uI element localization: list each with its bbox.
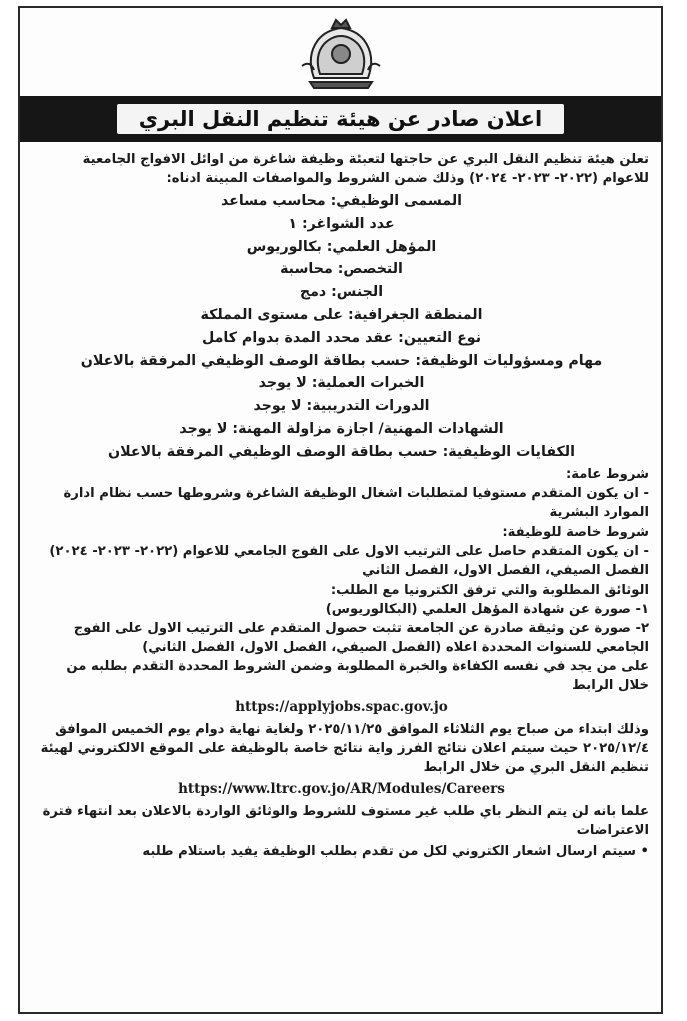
notification-bullet: • سيتم ارسال اشعار الكتروني لكل من تقدم بطلب الوظيفة يفيد باستلام طلبه — [142, 843, 649, 859]
job-details-list — [34, 190, 649, 464]
careers-link[interactable]: https://www.ltrc.gov.jo/AR/Modules/Careers — [178, 780, 505, 797]
job-detail-item: الخبرات العملية: لا يوجد — [258, 375, 425, 392]
job-detail-item: عدد الشواغر: ١ — [288, 215, 395, 232]
general-conditions-heading: شروط عامة: — [565, 466, 649, 482]
documents-heading: الوثائق المطلوبة والتي ترفق الكترونيا مع الطلب: — [330, 582, 649, 598]
job-detail-item: الدورات التدريبية: لا يوجد — [253, 398, 430, 415]
general-conditions-text: - ان يكون المتقدم مستوفيا لمتطلبات اشغال الوظيفة الشاغرة وشروطها حسب نظام ادارة الموارد البشرية — [63, 485, 649, 520]
dates-paragraph: وذلك ابتداء من صباح يوم الثلاثاء الموافق ٢٠٢٥/١١/٢٥ ولغاية نهاية دوام يوم الخميس الموافق ٢٠٢٥/١٢/٤ حيث سيتم اعلان نتائج الفرز واية نتائج خاصة بالوظيفة على الموقع الالكتروني لهيئة تنظيم النقل البري من خلال الرابط — [40, 721, 649, 775]
job-detail-item: المسمى الوظيفي: محاسب مساعد — [220, 193, 463, 209]
job-detail-item: الجنس: دمج — [299, 284, 384, 301]
apply-link[interactable]: https://applyjobs.spac.gov.jo — [235, 698, 448, 715]
coat-of-arms-emblem — [296, 16, 386, 92]
job-detail-item: نوع التعيين: عقد محدد المدة بدوام كامل — [201, 329, 482, 346]
document-item: ١- صورة عن شهادة المؤهل العلمي (البكالوريوس) — [325, 601, 649, 617]
job-detail-item: الشهادات المهنية/ اجازة مزاولة المهنة: لا يوجد — [179, 420, 504, 437]
job-detail-item: التخصص: محاسبة — [280, 261, 403, 278]
title-banner — [20, 96, 661, 142]
announcement-frame — [18, 6, 663, 1014]
apply-instructions: على من يجد في نفسه الكفاءة والخبرة المطلوبة وضمن الشروط المحددة التقدم بطلبه من خلال الرابط — [66, 658, 649, 693]
announcement-body — [34, 150, 649, 861]
announcement-title: اعلان صادر عن هيئة تنظيم النقل البري — [117, 104, 564, 134]
job-detail-item: مهام ومسؤوليات الوظيفة: حسب بطاقة الوصف الوظيفي المرفقة بالاعلان — [80, 352, 603, 369]
job-detail-item: المنطقة الجغرافية: على مستوى المملكة — [200, 306, 483, 323]
special-conditions-heading: شروط خاصة للوظيفة: — [502, 524, 649, 540]
job-detail-item: المؤهل العلمي: بكالوريوس — [246, 238, 437, 255]
document-item: ٢- صورة عن وثيقة صادرة عن الجامعة تثبت حصول المتقدم على الترتيب الاول على الفوج الجامعي للسنوات المحددة اعلاه (الفصل الصيفي، الفصل الاول، الفصل الثاني) — [73, 620, 649, 655]
special-conditions-text: - ان يكون المتقدم حاصل على الترتيب الاول على الفوج الجامعي للاعوام (٢٠٢٢- ٢٠٢٣- ٢٠٢٤) الفصل الصيفي، الفصل الاول، الفصل الثاني — [49, 543, 649, 578]
intro-paragraph: تعلن هيئة تنظيم النقل البري عن حاجتها لتعبئة وظيفة شاغرة من اوائل الافواج الجامعية للاعوام (٢٠٢٢- ٢٠٢٣- ٢٠٢٤) وذلك ضمن الشروط والمواصفات المبينة ادناه: — [82, 152, 649, 186]
job-detail-item: الكفايات الوظيفية: حسب بطاقة الوصف الوظيفي المرفقة بالاعلان — [108, 443, 575, 460]
objections-note: علما بانه لن يتم النظر باي طلب غير مستوف للشروط والوثائق الواردة بالاعلان بعد انتهاء فترة الاعتراضات — [42, 803, 649, 838]
